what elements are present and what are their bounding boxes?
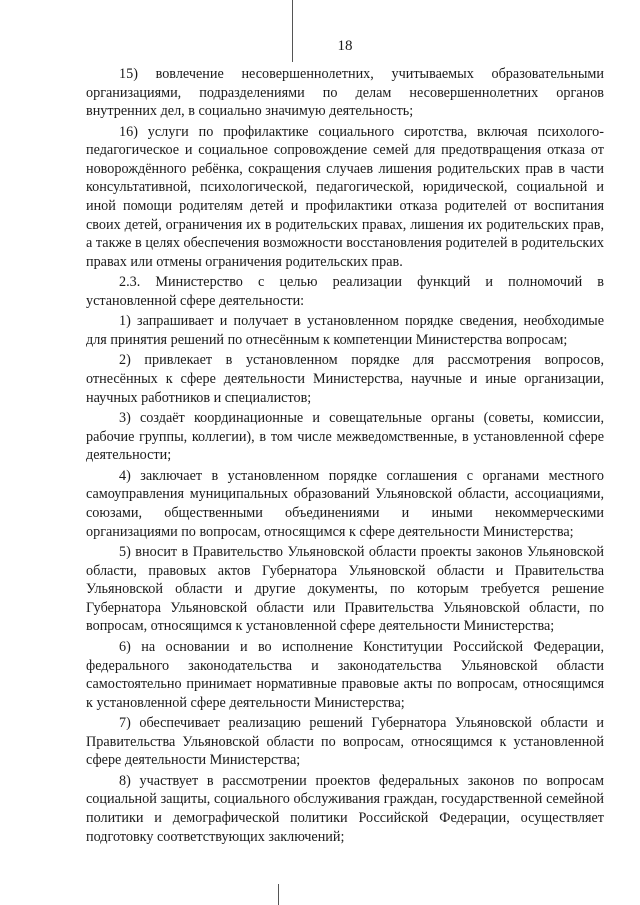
paragraph-item-7: 7) обеспечивает реализацию решений Губернатора Ульяновской области и Правительства Ульяновской области по вопросам, относящимся к установленной сфере деятельности Министерства;	[86, 715, 604, 769]
paragraph-item-4: 4) заключает в установленном порядке соглашения с органами местного самоуправления муниципальных образований Ульяновской области, ассоциациями, союзами, общественными объединениями и иными некоммерческими организациями по вопросам, относящимся к сфере деятельности Министерства;	[86, 467, 604, 540]
paragraph-item-6: 6) на основании и во исполнение Конституции Российской Федерации, федерального законодательства и законодательства Ульяновской области самостоятельно принимает нормативные правовые акты по вопросам, относящимся к установленной сфере деятельности Министерства;	[86, 638, 604, 711]
page-number: 18	[337, 38, 353, 54]
scan-artifact-line	[278, 884, 279, 905]
paragraph-item-1: 1) запрашивает и получает в установленном порядке сведения, необходимые для принятия решений по отнесённым к компетенции Министерства вопросам;	[86, 313, 604, 348]
paragraph-item-16: 16) услуги по профилактике социального сиротства, включая психолого-педагогическое и социальное сопровождение семей для предотвращения отказа от новорождённого ребёнка, сокращения случаев лишения родительских прав в части консультативной, психологической, педагогической, юридической, социальной и иной помощи родителям детей и профилактики отказа родителей от воспитания своих детей, ограничения их в родительских правах, лишения их родительских прав, а также в целях обеспечения возможности восстановления родителей в родительских правах или отмены ограничения родительских прав.	[86, 123, 604, 270]
section-2-3-heading: 2.3. Министерство с целью реализации функций и полномочий в установленной сфере деятельности:	[86, 274, 604, 309]
paragraph-item-3: 3) создаёт координационные и совещательные органы (советы, комиссии, рабочие группы, коллегии), в том числе межведомственные, в установленной сфере деятельности;	[86, 410, 604, 464]
paragraph-item-2: 2) привлекает в установленном порядке для рассмотрения вопросов, отнесённых к сфере деятельности Министерства, научные и иные организации, научных работников и специалистов;	[86, 352, 604, 406]
paragraph-item-15: 15) вовлечение несовершеннолетних, учитываемых образовательными организациями, подразделениями по делам несовершеннолетних органов внутренних дел, в социально значимую деятельность;	[86, 66, 604, 120]
paragraph-item-5: 5) вносит в Правительство Ульяновской области проекты законов Ульяновской области, правовых актов Губернатора Ульяновской области и Правительства Ульяновской области и другие документы, по которым требуется решение Губернатора Ульяновской области или Правительства Ульяновской области, по вопросам, относящимся к установленной сфере деятельности Министерства;	[86, 544, 604, 635]
paragraph-item-8: 8) участвует в рассмотрении проектов федеральных законов по вопросам социальной защиты, социального обслуживания граждан, государственной семейной политики и демографической политики Российской Федерации, осуществляет подготовку соответствующих заключений;	[86, 772, 604, 845]
document-body	[86, 65, 604, 848]
